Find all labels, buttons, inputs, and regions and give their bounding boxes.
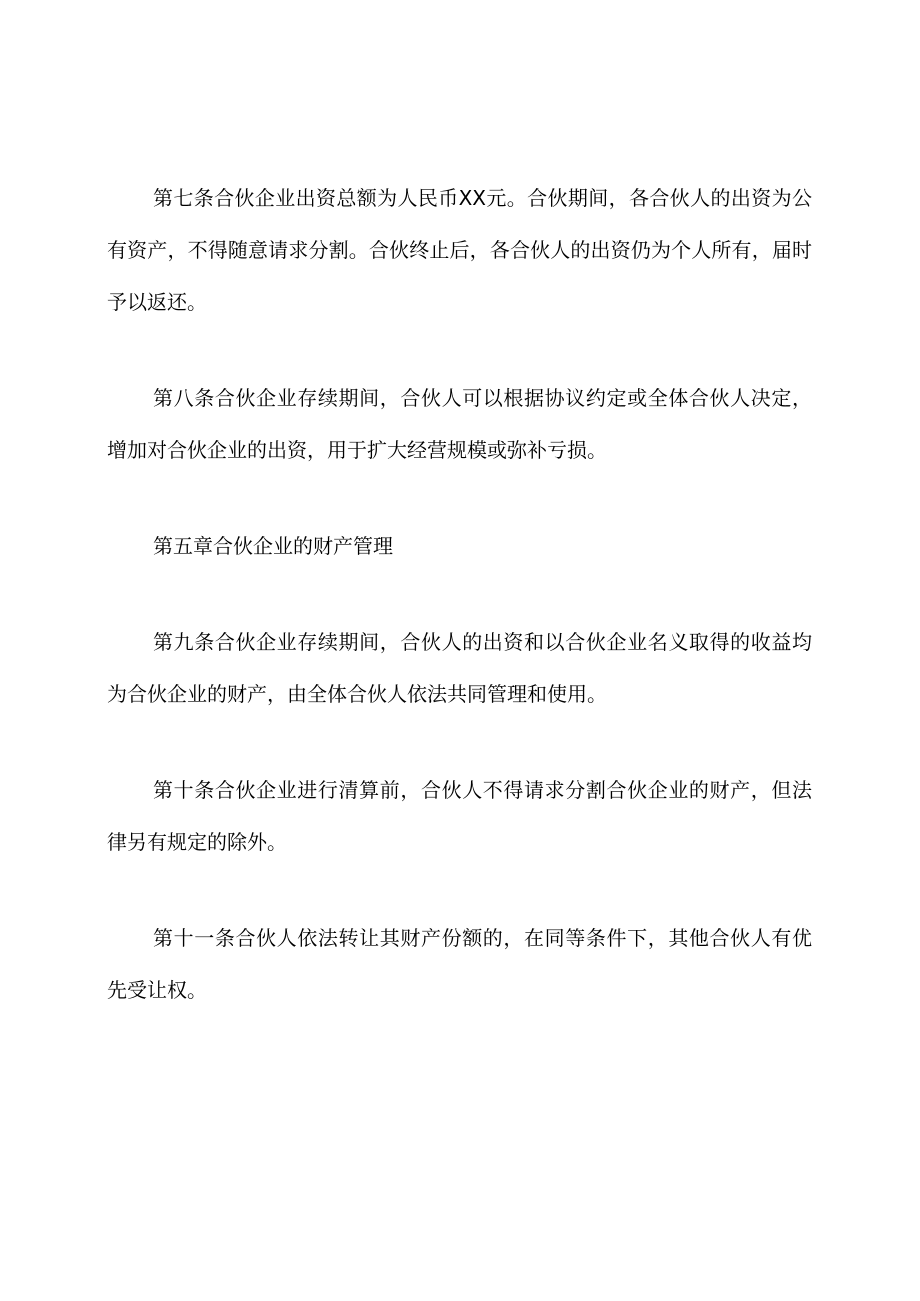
article-11-paragraph: 第十一条合伙人依法转让其财产份额的，在同等条件下，其他合伙人有优先受让权。: [107, 926, 812, 1002]
article-7-paragraph: 第七条合伙企业出资总额为人民币XX元。合伙期间，各合伙人的出资为公有资产，不得随意请求分割。合伙终止后，各合伙人的出资仍为个人所有，届时予以返还。: [107, 186, 812, 314]
article-10-paragraph: 第十条合伙企业进行清算前，合伙人不得请求分割合伙企业的财产，但法律另有规定的除外。: [107, 778, 812, 854]
article-8-paragraph: 第八条合伙企业存续期间，合伙人可以根据协议约定或全体合伙人决定，增加对合伙企业的出资，用于扩大经营规模或弥补亏损。: [107, 386, 812, 462]
article-9-paragraph: 第九条合伙企业存续期间，合伙人的出资和以合伙企业名义取得的收益均为合伙企业的财产，由全体合伙人依法共同管理和使用。: [107, 630, 812, 706]
chapter-5-heading: 第五章合伙企业的财产管理: [153, 534, 393, 558]
document-body: [107, 172, 812, 1016]
